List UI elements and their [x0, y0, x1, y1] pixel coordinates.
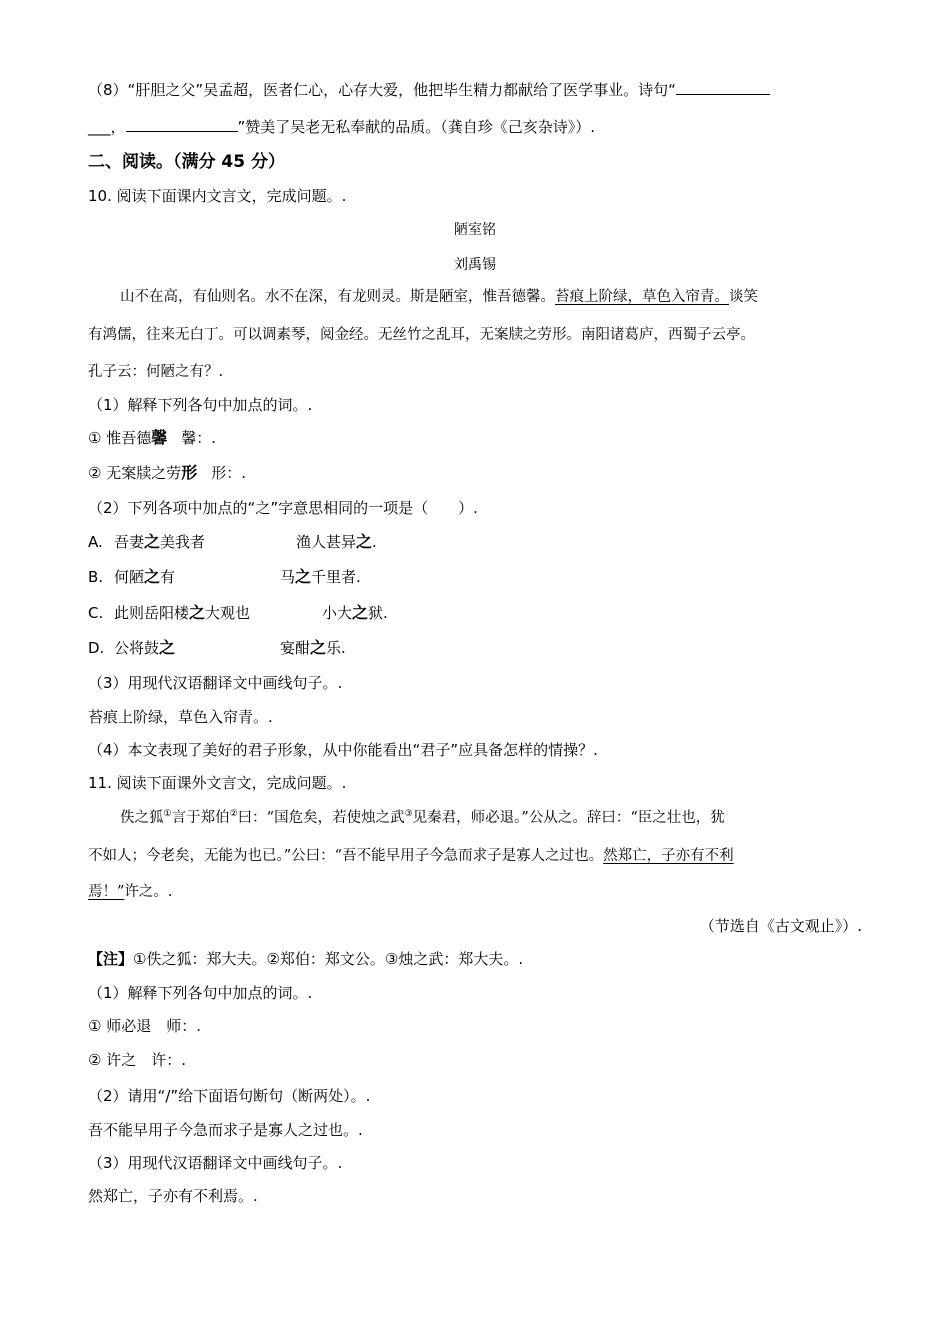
q11-sub2: （2）请用“/”给下面语句断句（断两处）。. [88, 1087, 371, 1105]
passage-line: 山不在高，有仙则名。水不在深，有龙则灵。斯是陋室，惟吾德馨。苔痕上阶绿，草色入帘青。谈笑 [120, 289, 758, 305]
q10-sub1-b: ② 无案牍之劳形 形：. [88, 463, 247, 482]
dotted-word: 形 [181, 463, 198, 482]
option-d[interactable]: D. 公将鼓之 [88, 638, 176, 657]
q11-sub1-a: ① 师必退 师：. [88, 1017, 201, 1035]
dotted-word: 之 [144, 567, 161, 586]
option-b-right: 马之千里者. [280, 567, 361, 586]
option-c-right: 小大之狱. [322, 603, 388, 622]
option-a[interactable]: A. 吾妻之美我者 [88, 532, 206, 551]
footnote-mark: ③ [404, 809, 413, 820]
dotted-word: 之 [159, 638, 176, 657]
dotted-word: 馨 [151, 428, 168, 447]
passage-line: 有鸿儒，往来无白丁。可以调素琴，阅金经。无丝竹之乱耳，无案牍之劳形。南阳诸葛庐，西蜀子云亭。 [88, 327, 755, 343]
dotted-word: 之 [352, 603, 369, 622]
answer-blank[interactable] [126, 117, 238, 132]
q10-sub2: （2）下列各项中加点的“之”字意思相同的一项是（ ）. [88, 499, 478, 517]
q11-sub3-sentence: 然郑亡，子亦有不利焉。. [88, 1187, 258, 1205]
dotted-word: 之 [144, 532, 161, 551]
q11-sub2-sentence: 吾不能早用子今急而求子是寡人之过也。. [88, 1121, 363, 1139]
option-c[interactable]: C. 此则岳阳楼之大观也 [88, 603, 251, 622]
passage-source: （节选自《古文观止》）. [699, 917, 862, 935]
q9-8-line2: ___， ”赞美了吴老无私奉献的品质。（龚自珍《己亥杂诗》）. [88, 118, 596, 136]
underlined-sentence: 焉！” [88, 884, 125, 900]
q10-sub3-sentence: 苔痕上阶绿，草色入帘青。. [88, 708, 273, 726]
passage-title: 陋室铭 [454, 222, 496, 238]
passage-author: 刘禹锡 [454, 257, 496, 273]
footnote-mark: ① [163, 809, 172, 820]
q10-sub3: （3）用现代汉语翻译文中画线句子。. [88, 674, 343, 692]
underlined-sentence: 苔痕上阶绿，草色入帘青。 [555, 289, 729, 305]
passage-line: 孔子云：何陋之有？. [88, 364, 224, 380]
option-d-right: 宴酣之乐. [280, 638, 346, 657]
option-b[interactable]: B. 何陋之有 [88, 567, 176, 586]
dotted-word: 之 [295, 567, 312, 586]
answer-blank[interactable] [676, 80, 770, 95]
dotted-word: 之 [356, 532, 373, 551]
q11-sub1-b: ② 许之 许：. [88, 1051, 186, 1069]
dotted-word: 之 [310, 638, 327, 657]
note: 【注】①佚之狐：郑大夫。②郑伯：郑文公。③烛之武：郑大夫。. [88, 950, 524, 968]
q11-sub3: （3）用现代汉语翻译文中画线句子。. [88, 1154, 343, 1172]
passage-line: 不如人；今老矣，无能为也已。”公曰：“吾不能早用子今急而求子是寡人之过也。然郑亡，子亦有不利 [88, 848, 734, 864]
q11-sub1: （1）解释下列各句中加点的词。. [88, 984, 313, 1002]
footnote-mark: ② [229, 809, 238, 820]
section-title: 二、阅读。（满分 45 分） [88, 152, 285, 172]
option-a-right: 渔人甚异之. [296, 532, 377, 551]
q10-sub4: （4）本文表现了美好的君子形象，从中你能看出“君子”应具备怎样的情操？. [88, 741, 598, 759]
q10-sub1-a: ① 惟吾德馨 馨：. [88, 428, 217, 447]
dotted-word: 之 [189, 603, 206, 622]
q10-stem: 10. 阅读下面课内文言文，完成问题。. [88, 187, 347, 205]
underlined-sentence: 然郑亡，子亦有不利 [603, 848, 734, 864]
q10-sub1: （1）解释下列各句中加点的词。. [88, 396, 313, 414]
q9-8-line1: （8）“肝胆之父”吴孟超，医者仁心，心存大爱，他把毕生精力都献给了医学事业。诗句“ [88, 80, 770, 100]
q11-stem: 11. 阅读下面课外文言文，完成问题。. [88, 774, 347, 792]
passage-line: 焉！”许之。. [88, 884, 173, 900]
passage-line: 佚之狐①言于郑伯②曰：“国危矣，若使烛之武③见秦君，师必退。”公从之。辞曰：“臣之壮也，犹 [120, 809, 725, 826]
